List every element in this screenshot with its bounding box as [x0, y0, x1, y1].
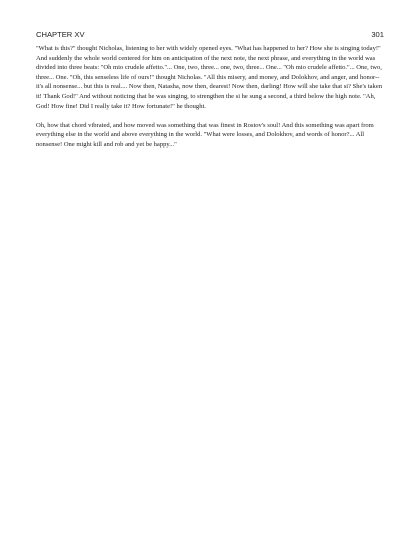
body-text: [36, 44, 384, 159]
paragraph: Oh, how that chord vibrated, and how moved was something that was finest in Rostov's soul! And this something was apart from everything else in the world and above everything in the world. "What were losses, and Dolokhov, and words of honor?... All nonsense! One might kill and rob and yet be happy...": [36, 121, 374, 148]
page-number: 301: [371, 30, 384, 39]
paragraph: "What is this?" thought Nicholas, listening to her with widely opened eyes. "What has happened to her? How she is singing today!" And suddenly the whole world centered for him on anticipation of the next note, the next phrase, and everything in the world was divided into three beats: "Oh mio crudele affetto."... One, two, three... one, two, three... One... "Oh mio crudele affetto."... One, two, three... One. "Oh, this senseless life of ours!" thought Nicholas. "All this misery, and money, and Dolokhov, and anger, and honor--it's all nonsense... but this is real.... Now then, Natasha, now then, dearest! Now then, darling! How will she take that si? She's taken it! Thank God!" And without noticing that he was singing, to strengthen the si he sung a second, a third below the high note. "Ah, God! How fine! Did I really take it? How fortunate!" he thought.: [36, 45, 382, 110]
running-header: [36, 29, 384, 41]
chapter-title: CHAPTER XV: [36, 30, 85, 39]
